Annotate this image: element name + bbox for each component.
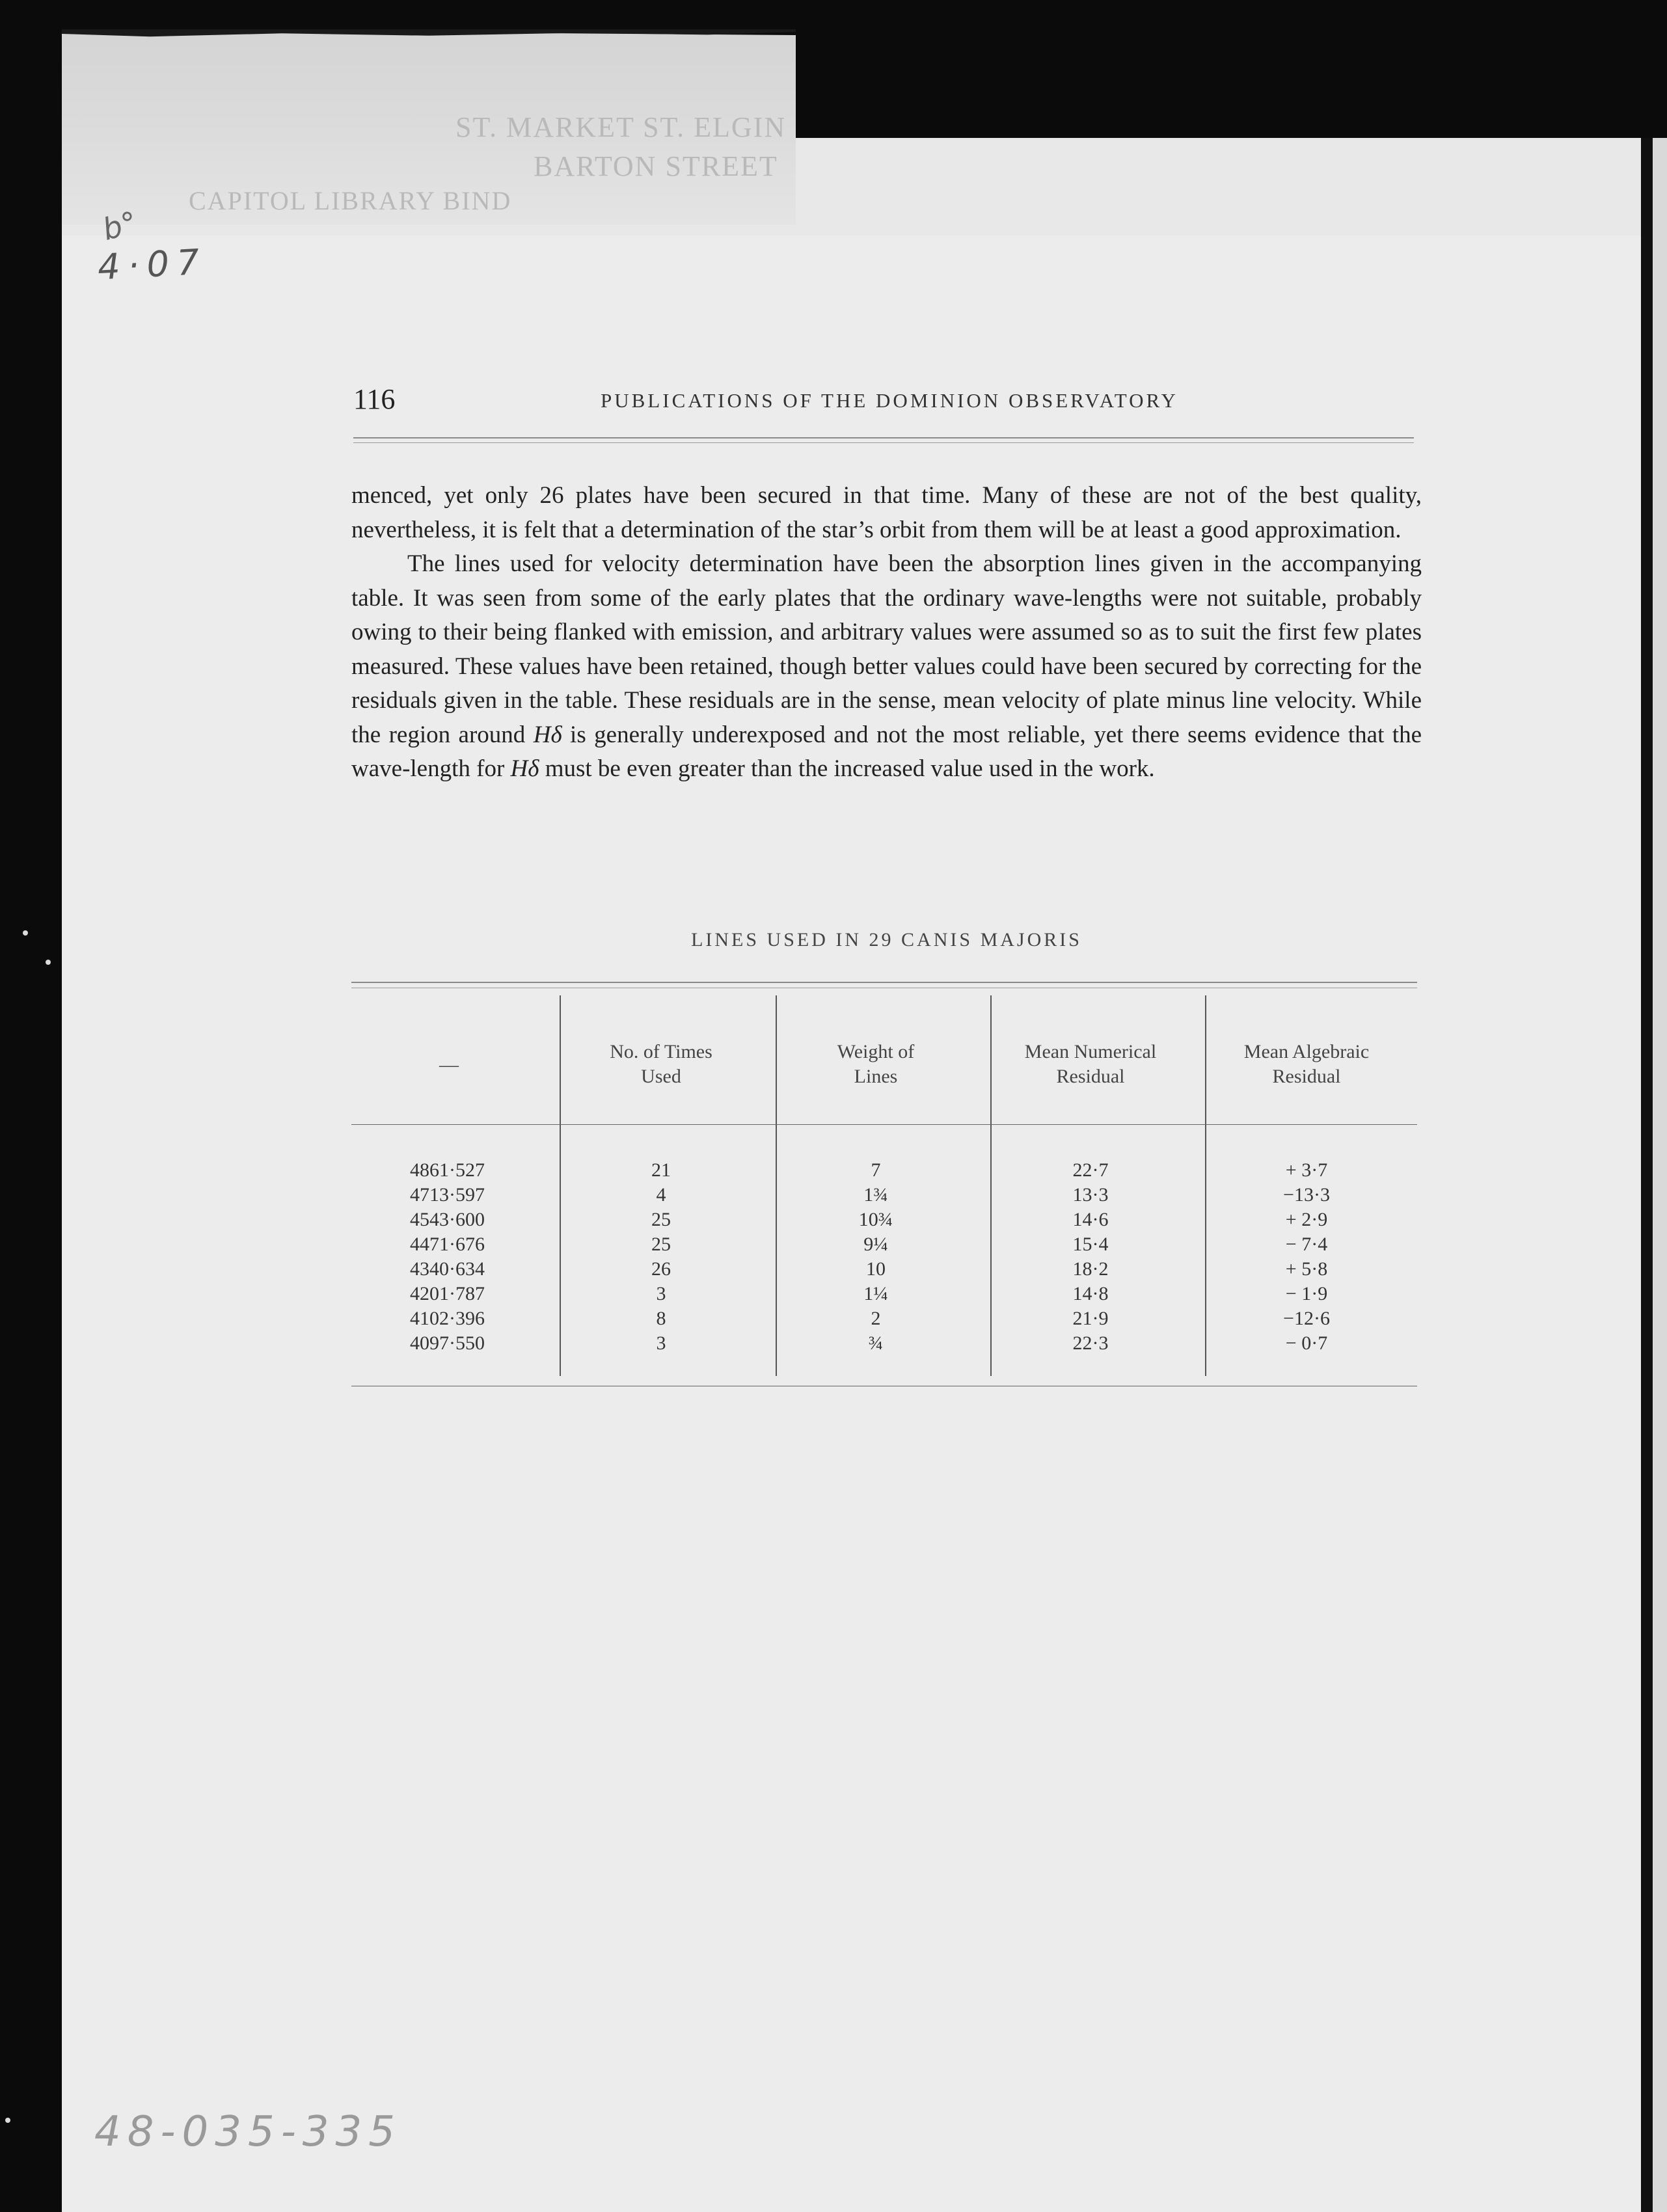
paragraph (351, 547, 1422, 787)
scan-border (0, 0, 62, 2212)
header-rule (353, 437, 1414, 438)
next-page-edge (1653, 138, 1667, 2212)
running-head (353, 383, 1418, 415)
header-text: Mean Algebraic (1243, 1041, 1370, 1062)
header-mean-algebraic (1209, 1040, 1404, 1089)
cell-numerical: 18·2 (1072, 1258, 1109, 1280)
header-times-used (563, 1040, 759, 1089)
cell-weight: 9¼ (863, 1234, 888, 1255)
header-text: Used (641, 1066, 681, 1087)
cell-line: 4097·550 (410, 1332, 485, 1354)
table-row (351, 1234, 1417, 1258)
table-top-rule (351, 982, 1417, 983)
cell-weight: 2 (871, 1308, 881, 1329)
cell-line: 4340·634 (410, 1258, 485, 1280)
cell-times: 25 (651, 1234, 671, 1255)
handwritten-mark: b° (98, 204, 141, 247)
table-row (351, 1308, 1417, 1332)
cell-weight: 1¼ (863, 1283, 888, 1304)
paragraph-part: is generally underexposed and not the most reliable, yet there seems evidence that the wave-length for (351, 721, 1422, 782)
page-gutter-shadow (1641, 138, 1653, 2212)
cell-times: 3 (656, 1332, 666, 1354)
cell-algebraic: − 7·4 (1285, 1234, 1328, 1255)
cell-numerical: 21·9 (1072, 1308, 1109, 1329)
cell-times: 8 (656, 1308, 666, 1329)
header-line-col: — (439, 1054, 459, 1075)
cell-algebraic: + 2·9 (1285, 1209, 1328, 1230)
cell-algebraic: − 1·9 (1285, 1283, 1328, 1304)
cell-algebraic: + 3·7 (1285, 1159, 1328, 1181)
table-row (351, 1332, 1417, 1357)
table-row (351, 1258, 1417, 1283)
table-row (351, 1184, 1417, 1209)
cell-times: 25 (651, 1209, 671, 1230)
cell-numerical: 13·3 (1072, 1184, 1109, 1206)
scan-speck (5, 2118, 10, 2123)
cell-times: 26 (651, 1258, 671, 1280)
paragraph-part: must be even greater than the increased value used in the work. (539, 755, 1155, 782)
paragraph: menced, yet only 26 plates have been secured in that time. Many of these are not of the best quality, nevertheless, it is felt that a determination of the star’s orbit from them will be at least a good approximation. (351, 482, 1422, 543)
page-number: 116 (353, 383, 396, 415)
scan-speck (46, 960, 51, 965)
table-title: LINES USED IN 29 CANIS MAJORIS (691, 929, 1082, 951)
cell-algebraic: + 5·8 (1285, 1258, 1328, 1280)
cell-weight: ¾ (868, 1332, 884, 1354)
cell-line: 4861·527 (410, 1159, 485, 1181)
header-mean-numerical (993, 1040, 1188, 1089)
slip-ghost-text: BARTON STREET (534, 150, 778, 182)
cell-times: 21 (651, 1159, 671, 1181)
cell-line: 4543·600 (410, 1209, 485, 1230)
slip-ghost-text: ST. MARKET ST. ELGIN (455, 111, 787, 143)
header-weight (778, 1040, 973, 1089)
header-text: Residual (1056, 1066, 1125, 1087)
table-row (351, 1159, 1417, 1184)
cell-weight: 10¾ (858, 1209, 893, 1230)
cell-algebraic: −13·3 (1283, 1184, 1330, 1206)
cell-algebraic: −12·6 (1283, 1308, 1330, 1329)
scan-speck (23, 930, 28, 936)
cell-times: 3 (656, 1283, 666, 1304)
header-text: Lines (854, 1066, 898, 1087)
header-bottom-rule (351, 1124, 1417, 1125)
running-title: PUBLICATIONS OF THE DOMINION OBSERVATORY (601, 389, 1178, 412)
h-delta-symbol: Hδ (510, 755, 539, 782)
slip-ghost-text: CAPITOL LIBRARY BIND (189, 186, 512, 215)
cell-numerical: 22·7 (1072, 1159, 1109, 1181)
cell-weight: 7 (871, 1159, 881, 1181)
paragraph-part: The lines used for velocity determination have been the absorption lines given in the accompanying table. It was seen from some of the early plates that the ordinary wave-lengths were not suitable, probably owing to their being flanked with emission, and arbitrary values were assumed so as to suit the first few plates measured. These values have been retained, though better values could have been secured by correcting for the residuals given in the table. These residuals are in the sense, mean velocity of plate minus line velocity. While the region around (351, 550, 1422, 748)
body-text (351, 479, 1422, 787)
cell-weight: 10 (866, 1258, 886, 1280)
header-text: Residual (1272, 1066, 1341, 1087)
cell-times: 4 (656, 1184, 666, 1206)
cell-line: 4713·597 (410, 1184, 485, 1206)
header-text: Weight of (837, 1041, 915, 1062)
cell-numerical: 14·8 (1072, 1283, 1109, 1304)
header-rule (353, 442, 1414, 443)
header-text: Mean Numerical (1024, 1041, 1157, 1062)
cell-numerical: 14·6 (1072, 1209, 1109, 1230)
table-row (351, 1209, 1417, 1234)
cell-numerical: 22·3 (1072, 1332, 1109, 1354)
handwritten-note-bottom: 48-035-335 (94, 2108, 401, 2156)
handwritten-note-top: 4·07 (96, 241, 208, 288)
lines-table (351, 976, 1417, 1382)
header-text: No. of Times (610, 1041, 712, 1062)
cell-line: 4201·787 (410, 1283, 485, 1304)
cell-weight: 1¾ (863, 1184, 888, 1206)
cell-numerical: 15·4 (1072, 1234, 1109, 1255)
table-row (351, 1283, 1417, 1308)
cell-line: 4471·676 (410, 1234, 485, 1255)
h-delta-symbol: Hδ (533, 721, 562, 748)
cell-line: 4102·396 (410, 1308, 485, 1329)
cell-algebraic: − 0·7 (1285, 1332, 1328, 1354)
